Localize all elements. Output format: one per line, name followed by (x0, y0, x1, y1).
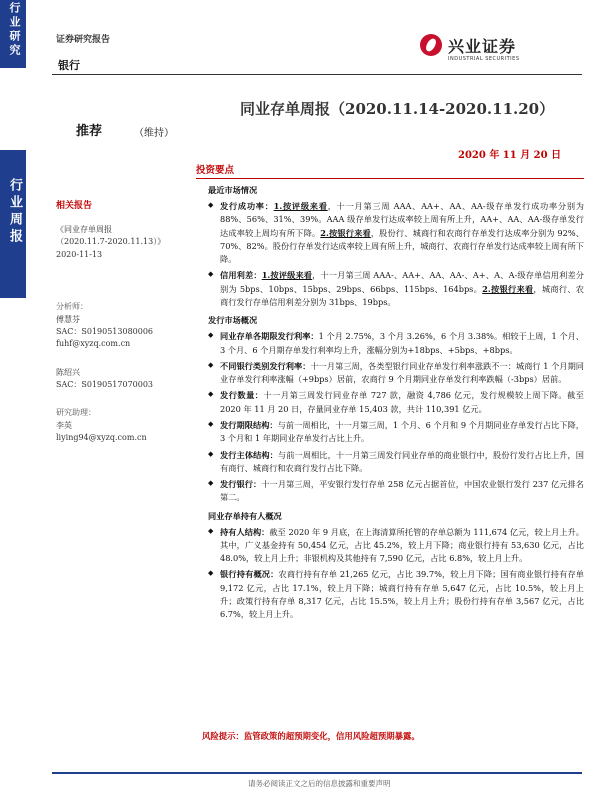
related-report-line-2: （2020.11.7-2020.11.13）》 (56, 237, 166, 247)
analyst-label: 分析师： (56, 302, 88, 312)
analyst-sac: SAC：S0190517070003 (56, 380, 154, 390)
analyst-sac: SAC：S0190513080006 (56, 326, 154, 336)
bullet-holder-structure: ◆ 持有人结构：截至 2020 年 9 月底，在上海清算所托管的存单总额为 111,674 亿元，较上月上升。其中，广义基金持有 50,454 亿元，占比 45.2%，较上月下降；商业银行持有 53,630 亿元，占比 48.0%，较上月上升；非银机构及其他持有 7,590 亿元，占比 6.8%，较上月上升。 (196, 526, 584, 566)
side-tab-top (0, 0, 26, 68)
bullet-issuing-banks: ◆ 发行银行：十一月第三周，平安银行发行存单 258 亿元占据首位，中国农业银行发行 237 亿元排名第二。 (196, 478, 584, 505)
bullet-bank-type-rate: ◆ 不同银行类别发行利率：十一月第三周，各类型银行同业存单发行利率涨跌不一：城商行 1 个月期同业存单发行利率涨幅（+9bps）居前，农商行 9 个月期同业存单发行利率跌幅（-3bps）居前。 (196, 360, 584, 387)
risk-warning: 风险提示：监管政策的超预期变化，信用风险超预期暴露。 (202, 731, 420, 741)
section-issuance: 发行市场概况 (208, 315, 258, 326)
logo-english-name: INDUSTRIAL SECURITIES (448, 56, 520, 62)
report-date: 2020 年 11 月 20 日 (458, 150, 562, 161)
related-report-line-1: 《同业存单周报 (56, 224, 112, 234)
sector-label: 银行 (58, 59, 80, 72)
analyst-name: 傅慧芬 (56, 314, 80, 324)
bullet-bank-holdings: ◆ 银行持有概况：农商行持有存单 21,265 亿元，占比 39.7%，较上月下降；国有商业银行持有存单 9,172 亿元，占比 17.1%，较上月下降；城商行持有存单 5,647 亿元，占比 10.5%，较上月上升；政策行持有存单 8,317 亿元，占比 15.5%，较上月上升；股份行持有存单 3,567 亿元，占比 6.7%，较上月上升。 (196, 568, 584, 621)
bullet-term-structure: ◆ 发行期限结构：与前一周相比，十一月第三周，1 个月、6 个月和 9 个月期同业存单发行占比下降， 3 个月和 1 年期同业存单发行占比上升。 (196, 419, 584, 446)
research-assistant (56, 407, 191, 444)
bullet-issue-success: ◆ 发行成功率：1.按评级来看，十一月第三周 AAA、AA+、AA、AA-级存单发行成功率分别为 88%、56%、31%、39%。AAA 级存单发行达成率较上周有所上升，AA+、AA、AA-级存单发行达成率较上周均有所下降。2.按银行来看，股份行、城商行和农商行存单发行达成率分别为 92%、70%、82%。股份行存单发行达成率较上周有所上升，城商行、农商行存单发行达成率较上周有所下降。 (196, 200, 584, 266)
left-sidebar (56, 200, 191, 461)
assistant-label: 研究助理： (56, 408, 96, 418)
analyst-email: fuhf@xyzq.com.cn (56, 339, 131, 349)
analyst-name: 陈绍兴 (56, 367, 80, 377)
footer-rule (52, 772, 582, 774)
bullet-issue-volume: ◆ 发行数量：十一月第三周发行同业存单 727 款，融资 4,786 亿元，发行规模较上周下降。截至 2020 年 11 月 20 日，存量同业存单 15,403 款，共计 110,391 亿元。 (196, 389, 584, 416)
related-report-date: 2020-11-13 (56, 249, 103, 259)
rating-status: （维持） (134, 128, 174, 139)
assistant-email: liying94@xyzq.com.cn (56, 433, 147, 443)
side-tab-middle (0, 150, 26, 298)
highlights-heading: 投资要点 (196, 162, 584, 179)
section-market: 最近市场情况 (208, 185, 258, 195)
company-logo (420, 34, 570, 68)
assistant-name: 李英 (56, 420, 72, 430)
bullet-issuer-structure: ◆ 发行主体结构：与前一周相比，十一月第三周发行同业存单的商业银行中，股份行发行占比上升，国有商行、城商行和农商行发行占比下降。 (196, 449, 584, 476)
investment-highlights (196, 162, 584, 625)
logo-chinese-name: 兴业证券 (448, 37, 517, 56)
side-tab-middle-label: 行业周报 (7, 178, 22, 246)
bullet-credit-spread: ◆ 信用利差：1.按评级来看，十一月第三周 AAA-、AA+、AA、AA-、A+、A、A-级存单信用利差分别为 5bps、10bps、15bps、29bps、66bps、115bps、164bps。2.按银行来看，城商行、农商行发行存单信用利差分别为 31bps、19bps。 (196, 269, 584, 309)
section-holders: 同业存单持有人概况 (208, 510, 282, 521)
report-type: 证券研究报告 (56, 35, 111, 45)
analyst-2 (56, 367, 191, 392)
bullet-issue-rate: ◆ 同业存单各期限发行利率：1 个月 2.75%，3 个月 3.26%，6 个月 3.38%。相较于上周，1 个月、3 个月、6 个月期存单发行利率均上升，涨幅分别为+18bps、+5bps、+8bps。 (196, 330, 584, 357)
related-reports-title: 相关报告 (56, 201, 93, 211)
related-report (56, 224, 191, 261)
footer-disclaimer: 请务必阅读正文之后的信息披露和重要声明 (248, 779, 391, 788)
logo-mark-icon (420, 34, 442, 56)
rating: 推荐 (76, 124, 103, 139)
side-tab-top-label: 行业研究 (8, 2, 21, 58)
analyst-1 (56, 301, 191, 351)
header-rule (52, 74, 582, 75)
report-title: 同业存单周报（2020.11.14-2020.11.20） (240, 100, 555, 118)
